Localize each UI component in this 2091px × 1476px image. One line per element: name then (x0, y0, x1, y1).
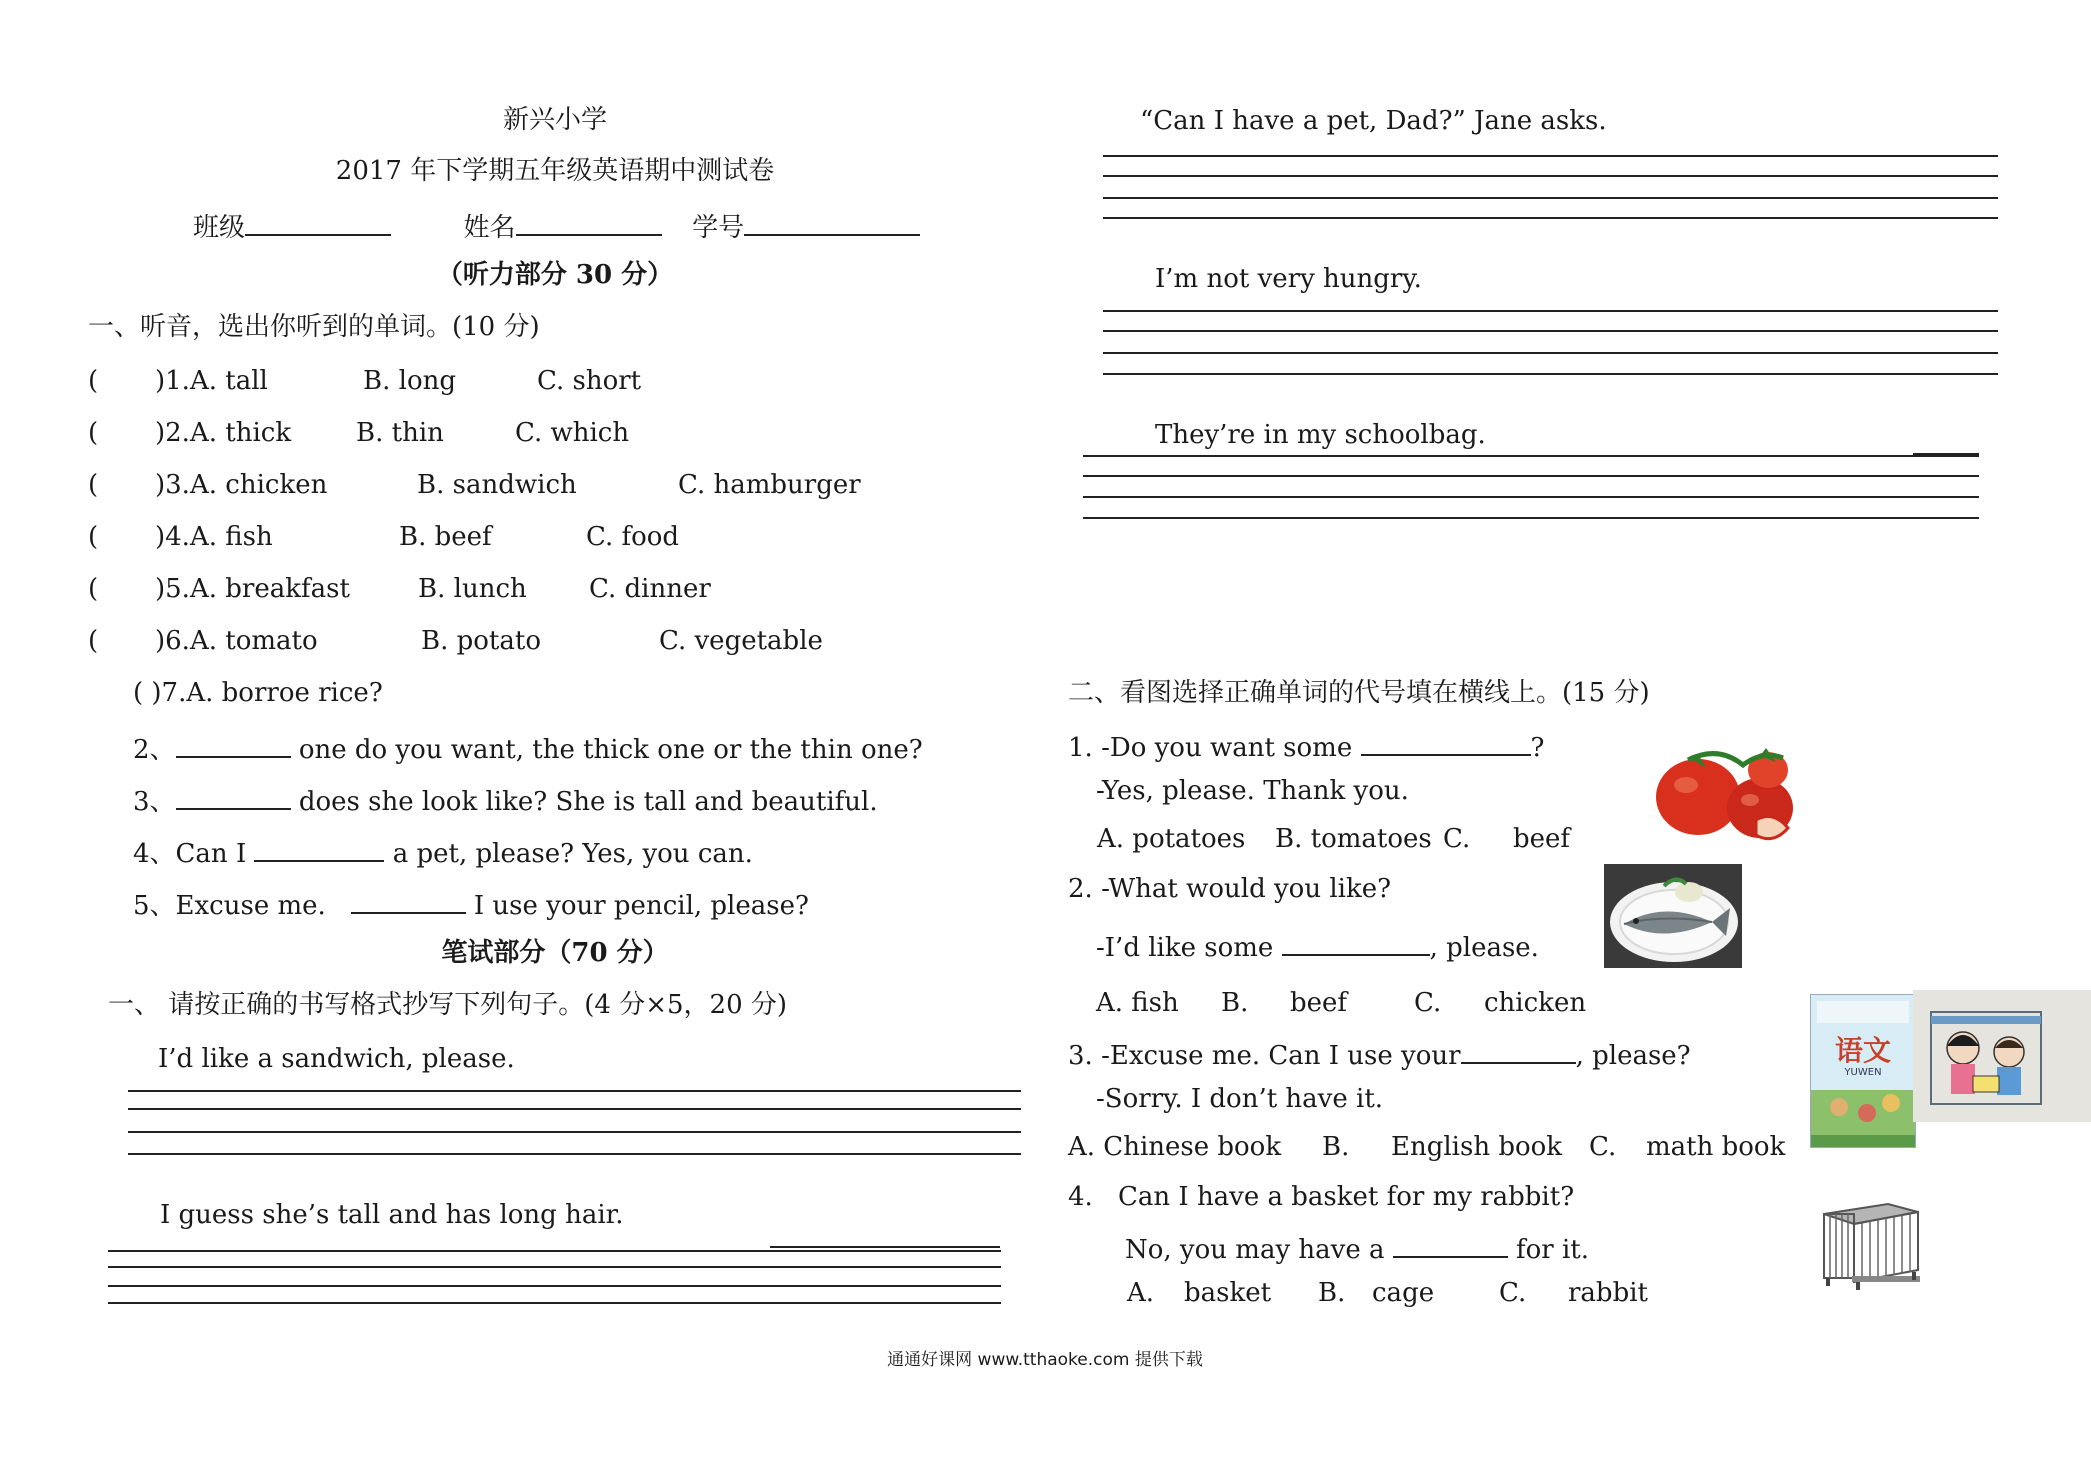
exam-title: 2017 年下学期五年级英语期中测试卷 (335, 156, 775, 186)
textbook-cover-picture (1810, 994, 1916, 1148)
item-option-b: B. long (363, 366, 456, 396)
q1-option: B. tomatoes (1275, 824, 1432, 854)
q1-line1 (1068, 730, 1544, 761)
book-cover-subtitle: YUWEN (1844, 1067, 1882, 1078)
cage-icon (1814, 1196, 1926, 1292)
fill-blank[interactable] (176, 784, 291, 810)
q3-option: math book (1646, 1132, 1786, 1162)
fill-blank[interactable] (254, 836, 384, 862)
item-paren[interactable]: ( (88, 418, 99, 448)
school-name: 新兴小学 (502, 105, 608, 135)
q2-option: C. (1414, 988, 1442, 1018)
copy-sentence: I guess she’s tall and has long hair. (160, 1200, 624, 1230)
q4-line2 (1125, 1232, 1589, 1263)
fill-item-number: 5、Excuse me. (133, 891, 326, 921)
fill-item-text: a pet, please? Yes, you can. (392, 839, 753, 869)
q4-number: 4. (1068, 1182, 1093, 1212)
q3-option: A. Chinese book (1068, 1132, 1282, 1162)
q2-please: , please. (1429, 933, 1539, 963)
fill-blank[interactable] (176, 732, 291, 758)
q4-for-it: for it. (1516, 1235, 1590, 1265)
q1-line2: -Yes, please. Thank you. (1096, 776, 1409, 806)
fill-item (133, 732, 923, 763)
item-option-a: )4.A. fish (155, 522, 273, 552)
fill-item (133, 836, 753, 867)
id-label: 学号 (692, 213, 745, 243)
q1-option: C. (1443, 824, 1471, 854)
q4-option: rabbit (1568, 1278, 1648, 1308)
item-option-b: B. thin (356, 418, 444, 448)
item-option-c: C. vegetable (659, 626, 823, 656)
name-label: 姓名 (463, 213, 516, 243)
tomato-picture (1648, 740, 1800, 852)
children-illustration (1913, 990, 2091, 1122)
q2-option: beef (1290, 988, 1348, 1018)
item-option-a: )2.A. thick (155, 418, 292, 448)
cage-picture (1814, 1196, 1926, 1292)
item-paren[interactable]: ( (88, 522, 99, 552)
listening-item-7: ( )7.A. borroe rice? (133, 678, 383, 708)
q2-line1: 2. -What would you like? (1068, 874, 1392, 904)
q2-option: B. (1221, 988, 1249, 1018)
footer-credit: 通通好课网 www.tthaoke.com 提供下载 (887, 1350, 1203, 1370)
item-option-a: )1.A. tall (155, 366, 268, 396)
item-paren[interactable]: ( (88, 366, 99, 396)
q2-line2 (1096, 930, 1539, 961)
listening-section1-title: 一、听音，选出你听到的单词。(10 分) (88, 312, 540, 342)
copy-sentence: I’m not very hungry. (1155, 264, 1422, 294)
q3-prompt: 3. -Excuse me. Can I use your (1068, 1041, 1461, 1071)
q4-option: B. (1318, 1278, 1346, 1308)
item-option-c: C. hamburger (678, 470, 861, 500)
book-cover-title: 语文 (1834, 1034, 1891, 1067)
fill-item-number: 4、Can I (133, 839, 247, 869)
fish-picture (1604, 864, 1742, 968)
item-paren[interactable]: ( (88, 626, 99, 656)
written-title: 笔试部分（70 分） (441, 938, 669, 968)
q1-blank[interactable] (1361, 730, 1531, 756)
q3-blank[interactable] (1461, 1038, 1576, 1064)
item-option-c: C. food (586, 522, 680, 552)
q2-option: chicken (1484, 988, 1587, 1018)
item-option-b: B. sandwich (417, 470, 577, 500)
item-option-c: C. dinner (589, 574, 711, 604)
class-label: 班级 (193, 213, 246, 243)
written-section1-title: 一、 请按正确的书写格式抄写下列句子。(4 分×5，20 分) (108, 990, 788, 1020)
item-option-b: B. potato (421, 626, 541, 656)
name-blank[interactable] (516, 210, 662, 236)
item-option-b: B. lunch (418, 574, 527, 604)
item-option-a: )5.A. breakfast (155, 574, 350, 604)
item-option-a: )6.A. tomato (155, 626, 318, 656)
item-paren[interactable]: ( (88, 574, 99, 604)
q2-prompt: -I’d like some (1096, 933, 1274, 963)
fish-icon (1604, 864, 1742, 968)
q2-option: A. fish (1096, 988, 1179, 1018)
tomato-icon (1648, 740, 1800, 852)
fill-item-text: I use your pencil, please? (473, 891, 809, 921)
q1-option: A. potatoes (1097, 824, 1246, 854)
class-blank[interactable] (245, 210, 391, 236)
q4-option: A. (1127, 1278, 1155, 1308)
fill-item-number: 2、 (133, 735, 176, 765)
q1-prompt: 1. -Do you want some (1068, 733, 1353, 763)
fill-item-text: one do you want, the thick one or the thin one? (298, 735, 923, 765)
item-paren[interactable]: ( (88, 470, 99, 500)
q3-please: , please? (1575, 1041, 1691, 1071)
fill-blank[interactable] (351, 888, 466, 914)
written-section2-title: 二、看图选择正确单词的代号填在横线上。(15 分) (1068, 678, 1650, 708)
copy-sentence: “Can I have a pet, Dad?” Jane asks. (1140, 106, 1607, 136)
fill-item (133, 888, 809, 919)
q3-line1 (1068, 1038, 1691, 1069)
listening-title: （听力部分 30 分） (436, 260, 674, 290)
children-icon (1913, 990, 2091, 1122)
q1-question-mark: ? (1530, 733, 1545, 763)
fill-item-text: does she look like? She is tall and beautiful. (298, 787, 878, 817)
q1-option: beef (1513, 824, 1571, 854)
copy-sentence: I’d like a sandwich, please. (158, 1044, 515, 1074)
q4-option: C. (1499, 1278, 1527, 1308)
q2-blank[interactable] (1282, 930, 1430, 956)
q4-prompt: No, you may have a (1125, 1235, 1385, 1265)
student-info-row (193, 210, 920, 241)
item-option-b: B. beef (399, 522, 492, 552)
q3-line2: -Sorry. I don’t have it. (1096, 1084, 1384, 1114)
item-option-c: C. short (537, 366, 642, 396)
item-option-c: C. which (515, 418, 630, 448)
q3-option: C. (1589, 1132, 1617, 1162)
id-blank[interactable] (744, 210, 920, 236)
copy-sentence: They’re in my schoolbag. (1155, 420, 1486, 450)
fill-item (133, 784, 878, 815)
q4-blank[interactable] (1393, 1232, 1508, 1258)
q4-line1: Can I have a basket for my rabbit? (1118, 1182, 1575, 1212)
q4-option: cage (1372, 1278, 1435, 1308)
item-option-a: )3.A. chicken (155, 470, 328, 500)
q3-option: English book (1391, 1132, 1563, 1162)
fill-item-number: 3、 (133, 787, 176, 817)
q4-option: basket (1184, 1278, 1272, 1308)
q3-option: B. (1322, 1132, 1350, 1162)
